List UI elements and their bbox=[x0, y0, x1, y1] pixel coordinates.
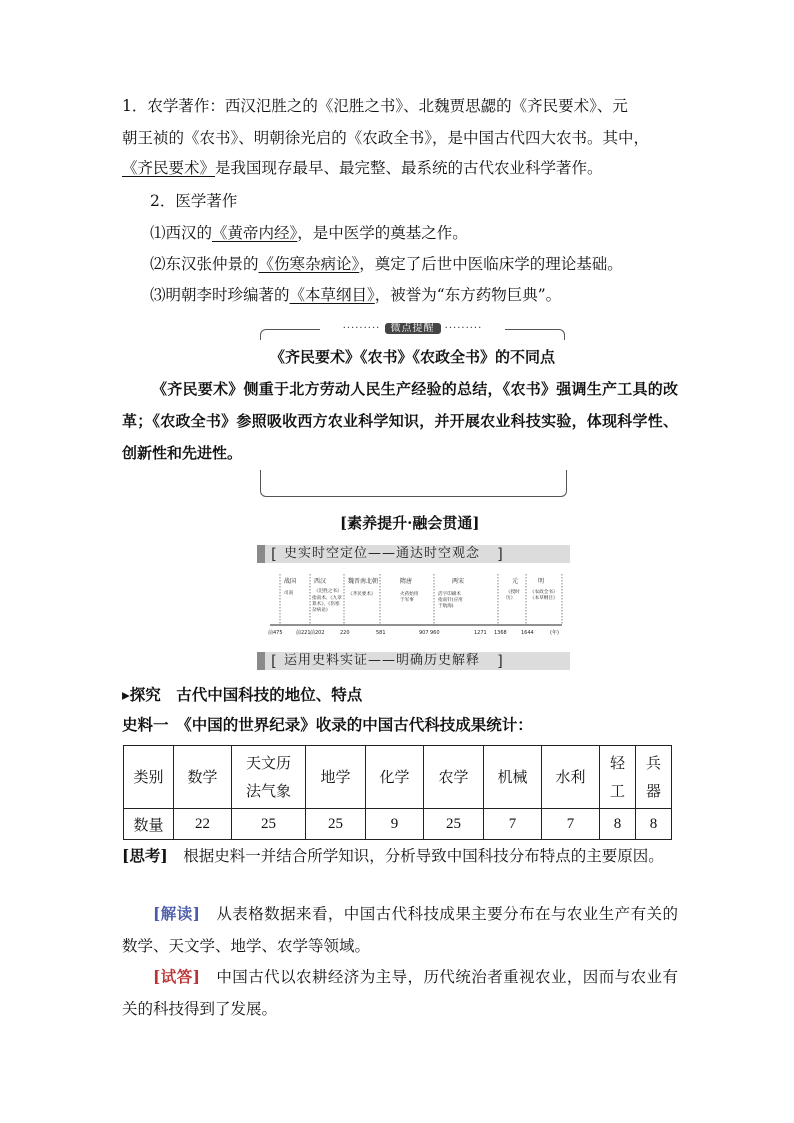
tip-badge-label: 微点提醒 bbox=[385, 323, 441, 334]
medical-item-3 bbox=[150, 284, 710, 306]
timeline-figure bbox=[262, 570, 572, 640]
time-space-banner-text: 史实时空定位——通达时空观念 bbox=[284, 546, 481, 561]
source-line bbox=[122, 714, 682, 736]
think-paragraph bbox=[122, 840, 678, 872]
tl-tick: 1271 bbox=[474, 630, 487, 636]
banner-bracket-right: ] bbox=[497, 652, 503, 670]
table-cell: 7 bbox=[484, 809, 542, 840]
tip-box-bottom bbox=[260, 470, 567, 497]
tl-tick: 220 bbox=[340, 630, 350, 636]
inquiry-line bbox=[122, 684, 682, 706]
tl-period: 元 bbox=[512, 578, 519, 585]
tl-period: 隋唐 bbox=[400, 578, 413, 585]
item-2-prefix: ⑵东汉张仲景的 bbox=[150, 255, 259, 273]
table-cell: 8 bbox=[600, 809, 636, 840]
tl-period: 战国 bbox=[284, 578, 297, 585]
tl-event: 火药始用 bbox=[400, 592, 419, 597]
answer-text: 中国古代以农耕经济为主导，历代统治者重视农业，因而与农业有关的科技得到了发展。 bbox=[122, 968, 678, 1018]
answer-label: [试答] bbox=[153, 967, 200, 986]
table-header-cell: 轻工 bbox=[600, 746, 636, 809]
item-1-suffix: ，是中医学的奠基之作。 bbox=[297, 224, 468, 242]
tl-period: 魏晋南北朝 bbox=[348, 578, 379, 585]
item-1-prefix: ⑴西汉的 bbox=[150, 224, 213, 242]
medical-works-title: 2．医学著作 bbox=[150, 192, 238, 210]
tip-body: 《齐民要术》侧重于北方劳动人民生产经验的总结，《农书》强调生产工具的改革；《农政全书》参照吸收西方农业科学知识，并开展农业科技实验，体现科学性、创新性和先进性。 bbox=[122, 380, 678, 462]
item-3-prefix: ⑶明朝李时珍编著的 bbox=[150, 286, 290, 304]
tl-event: 《氾胜之书》 bbox=[314, 589, 342, 594]
item-3-suffix: ，被誉为“东方药物巨典”。 bbox=[374, 286, 562, 304]
table-row bbox=[124, 809, 672, 840]
table-cell: 25 bbox=[306, 809, 366, 840]
tl-event: 《齐民要术》 bbox=[348, 592, 376, 597]
table-header-row bbox=[124, 746, 672, 809]
time-space-banner bbox=[257, 545, 570, 563]
tl-tick: 前475 bbox=[268, 630, 283, 636]
tl-period: 两宋 bbox=[452, 578, 465, 585]
interpret-text: 从表格数据来看，中国古代科技成果主要分布在与农业生产有关的数学、天文学、地学、农学等领域。 bbox=[122, 905, 678, 955]
source-evidence-banner-text: 运用史料实证——明确历史解释 bbox=[284, 653, 481, 668]
tip-badge: ········· 微点提醒 ········· bbox=[320, 322, 505, 336]
table-header-cell: 农学 bbox=[424, 746, 484, 809]
table-cell: 9 bbox=[366, 809, 424, 840]
agri-works-line-1: 1．农学著作：西汉氾胜之的《氾胜之书》、北魏贾思勰的《齐民要术》、元 bbox=[122, 97, 628, 115]
medical-item-1 bbox=[150, 222, 710, 244]
tl-tick: 前202 bbox=[310, 630, 325, 636]
tl-event: 算术》、《伤寒 bbox=[312, 602, 340, 607]
table-cell: 数量 bbox=[124, 809, 174, 840]
tl-event: 杂病论》 bbox=[312, 608, 331, 613]
table-header-cell: 机械 bbox=[484, 746, 542, 809]
tl-tick: 1644 bbox=[521, 630, 534, 636]
tl-tick: 960 bbox=[430, 630, 440, 636]
tech-stats-table bbox=[123, 745, 672, 840]
inquiry-title: 古代中国科技的地位、特点 bbox=[176, 685, 363, 704]
tip-box-top bbox=[260, 320, 565, 338]
answer-paragraph bbox=[122, 961, 678, 1025]
tl-period: 明 bbox=[538, 578, 545, 585]
tip-title: 《齐民要术》《农书》《农政全书》的不同点 bbox=[270, 348, 556, 366]
think-text: 根据史料一并结合所学知识，分析导致中国科技分布特点的主要原因。 bbox=[183, 847, 664, 865]
tl-tick: 581 bbox=[376, 630, 386, 636]
banner-bracket-right: ] bbox=[497, 545, 503, 563]
qimin-yaoshu-underlined: 《齐民要术》 bbox=[122, 159, 216, 177]
table-cell: 25 bbox=[424, 809, 484, 840]
medical-item-2 bbox=[150, 253, 710, 275]
section-heading: [素养提升·融会贯通] bbox=[340, 514, 480, 532]
source-label: 史料一 bbox=[122, 715, 169, 734]
banner-bracket-left: [ bbox=[271, 652, 277, 670]
tl-event: 历》 bbox=[506, 596, 516, 601]
interpret-paragraph bbox=[122, 898, 678, 962]
interpret-label: [解读] bbox=[153, 904, 200, 923]
tl-event: 《本草纲目》 bbox=[530, 596, 558, 601]
inquiry-label: ▸探究 bbox=[122, 685, 161, 704]
table-header-cell: 数学 bbox=[174, 746, 232, 809]
tl-tick: 1368 bbox=[494, 630, 507, 636]
agri-works-line-3 bbox=[122, 157, 682, 179]
table-header-cell: 天文历法气象 bbox=[232, 746, 306, 809]
item-2-suffix: ，奠定了后世中医临床学的理论基础。 bbox=[359, 255, 623, 273]
tl-event: 指南针(应用 bbox=[438, 598, 463, 603]
source-text: 《中国的世界纪录》收录的中国古代科技成果统计： bbox=[184, 715, 533, 734]
source-evidence-banner bbox=[257, 652, 570, 670]
think-label: [思考] bbox=[122, 846, 168, 865]
table-cell: 7 bbox=[542, 809, 600, 840]
table-header-cell: 兵器 bbox=[636, 746, 672, 809]
bencao-gangmu-underlined: 《本草纲目》 bbox=[289, 286, 375, 304]
banner-bracket-left: [ bbox=[271, 545, 277, 563]
tl-event: 指南术、《九章 bbox=[312, 596, 342, 601]
table-cell: 25 bbox=[232, 809, 306, 840]
table-cell: 8 bbox=[636, 809, 672, 840]
table-header-cell: 水利 bbox=[542, 746, 600, 809]
tl-tick: 907 bbox=[419, 630, 429, 636]
tl-tick: 前221 bbox=[296, 630, 311, 636]
table-header-cell: 地学 bbox=[306, 746, 366, 809]
banner-mark bbox=[257, 652, 265, 670]
shanghan-underlined: 《伤寒杂病论》 bbox=[258, 255, 360, 273]
tl-event: 于航海) bbox=[438, 604, 454, 609]
agri-works-line-3-rest: 是我国现存最早、最完整、最系统的古代农业科学著作。 bbox=[215, 159, 603, 177]
tl-event: 司南 bbox=[284, 591, 294, 596]
huangdi-neijing-underlined: 《黄帝内经》 bbox=[212, 224, 298, 242]
tl-event: 《授时 bbox=[506, 590, 520, 595]
table-header-cell: 化学 bbox=[366, 746, 424, 809]
tl-period: 西汉 bbox=[314, 578, 327, 585]
agri-works-line-2: 朝王祯的《农书》、明朝徐光启的《农政全书》，是中国古代四大农书。其中， bbox=[122, 129, 650, 147]
tl-event: 活字印刷术 bbox=[438, 592, 461, 597]
table-cell: 22 bbox=[174, 809, 232, 840]
banner-mark bbox=[257, 545, 265, 563]
tl-event: 于军事 bbox=[400, 598, 414, 603]
table-header-cell: 类别 bbox=[124, 746, 174, 809]
tl-unit: (年) bbox=[550, 630, 559, 636]
tl-event: 《农政全书》 bbox=[530, 590, 558, 595]
